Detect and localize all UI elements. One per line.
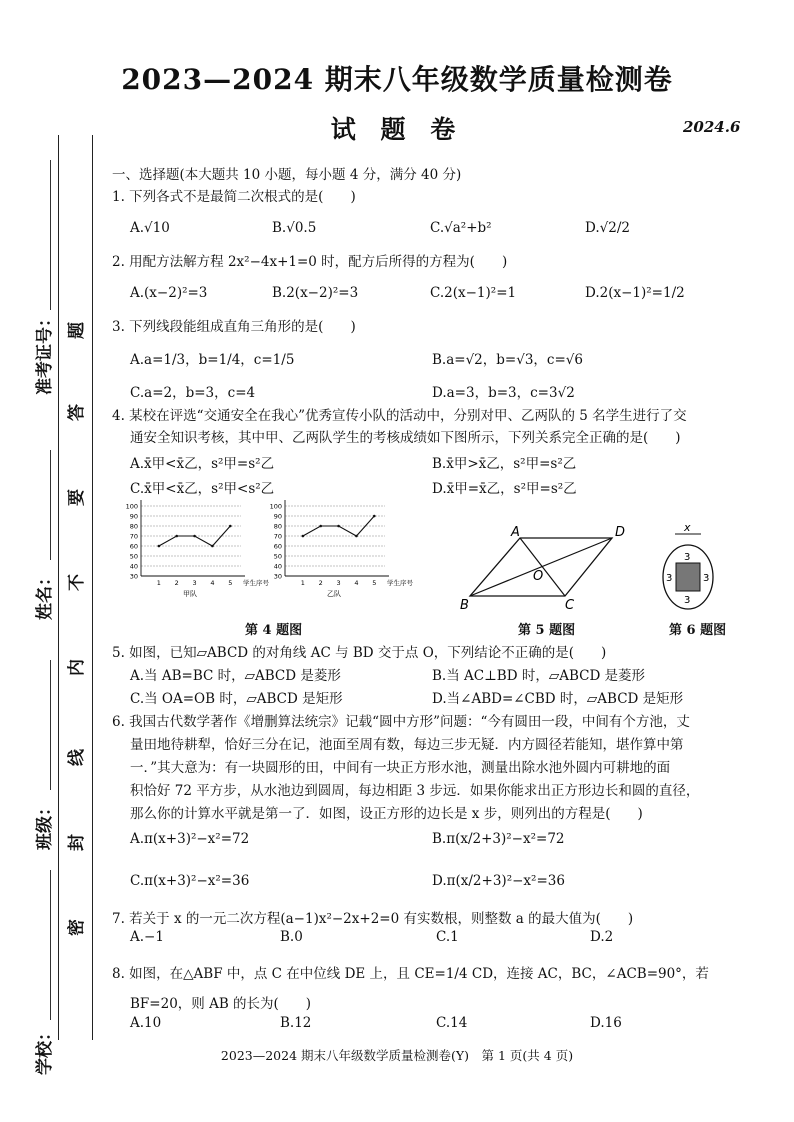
option-a[interactable]: A.x̄甲<x̄乙，s²甲=s²乙 xyxy=(130,456,275,472)
side-label-name: 姓名： xyxy=(35,569,55,620)
y-tick-label: 50 xyxy=(129,552,138,561)
label-o: O xyxy=(533,569,544,584)
y-tick-label: 60 xyxy=(129,542,138,551)
x-axis-label: 学生序号 xyxy=(243,579,269,587)
y-tick-label: 90 xyxy=(273,512,282,521)
data-point xyxy=(319,525,322,528)
y-tick-label: 80 xyxy=(273,522,282,531)
x-tick-label: 1 xyxy=(300,579,305,587)
option-b[interactable]: B.2(x−2)²=3 xyxy=(272,285,359,301)
option-d[interactable]: D.当∠ABD=∠CBD 时，▱ABCD 是矩形 xyxy=(432,691,684,707)
y-tick-label: 30 xyxy=(129,572,138,581)
y-tick-label: 40 xyxy=(129,562,138,571)
option-d[interactable]: D.√2/2 xyxy=(585,220,630,236)
y-tick-label: 70 xyxy=(129,532,138,541)
parallelogram-figure xyxy=(460,525,625,613)
option-b[interactable]: B.π(x/2+3)²−x²=72 xyxy=(432,831,565,847)
option-a[interactable]: A.当 AB=BC 时，▱ABCD 是菱形 xyxy=(130,668,341,684)
x-tick-label: 3 xyxy=(192,579,197,587)
y-tick-label: 80 xyxy=(129,522,138,531)
y-tick-label: 40 xyxy=(273,562,282,571)
data-point xyxy=(175,535,178,538)
option-c[interactable]: C.14 xyxy=(436,1015,468,1031)
y-tick-label: 70 xyxy=(273,532,282,541)
section-heading: 一、选择题(本大题共 10 小题，每小题 4 分，满分 40 分) xyxy=(112,167,462,183)
question-stem: 4. 某校在评选“交通安全在我心”优秀宣传小队的活动中，分别对甲、乙两队的 5 名学生进行了交 xyxy=(112,408,687,424)
question-stem-continued: 量田地待耕犁，恰好三分在记，池面至周有数，每边三步无疑．内方圆径若能知，堪作算中第 xyxy=(130,737,684,753)
option-a[interactable]: A.(x−2)²=3 xyxy=(130,285,208,301)
seal-word: 题 xyxy=(67,322,87,339)
y-tick-label: 90 xyxy=(129,512,138,521)
team-label: 乙队 xyxy=(327,590,341,598)
option-d[interactable]: D.x̄甲=x̄乙，s²甲=s²乙 xyxy=(432,481,577,497)
label-x: x xyxy=(684,521,691,534)
question-stem-continued: BF=20，则 AB 的长为( ) xyxy=(130,996,312,1012)
seal-word: 不 xyxy=(67,574,87,591)
question-stem-continued: 通安全知识考核，其中甲、乙两队学生的考核成绩如下图所示，下列关系完全正确的是( ) xyxy=(130,430,681,446)
option-d[interactable]: D.a=3，b=3，c=3√2 xyxy=(432,385,575,401)
option-a[interactable]: A.−1 xyxy=(130,929,164,945)
data-point xyxy=(158,545,161,548)
question-stem: 8. 如图，在△ABF 中，点 C 在中位线 DE 上，且 CE=1/4 CD，连接 AC，BC，∠ACB=90°，若 xyxy=(112,966,709,982)
option-c[interactable]: C.x̄甲<x̄乙，s²甲<s²乙 xyxy=(130,481,275,497)
side-label-class: 班级： xyxy=(35,799,55,850)
x-tick-label: 4 xyxy=(354,579,359,587)
option-c[interactable]: C.π(x+3)²−x²=36 xyxy=(130,873,250,889)
label-3-top: 3 xyxy=(684,552,691,563)
data-point xyxy=(229,525,232,528)
x-tick-label: 5 xyxy=(228,579,233,587)
page-footer: 2023—2024 期末八年级数学质量检测卷(Y) 第 1 页(共 4 页) xyxy=(220,1048,574,1063)
question-stem-continued: 积恰好 72 平方步，从水池边到圆周，每边相距 3 步远．如果你能求出正方形边长和圆的直径， xyxy=(130,783,700,799)
seal-word: 答 xyxy=(67,404,87,421)
option-a[interactable]: A.√10 xyxy=(130,220,170,236)
blank-school[interactable] xyxy=(50,870,51,1020)
question-stem-continued: 一．”其大意为：有一块圆形的田，中间有一块正方形水池，测量出除水池外圆内可耕地的面 xyxy=(130,760,671,776)
blank-class[interactable] xyxy=(50,660,51,790)
label-a: A xyxy=(511,525,520,540)
circle-square-figure xyxy=(663,521,713,609)
question-stem: 5. 如图，已知▱ABCD 的对角线 AC 与 BD 交于点 O，下列结论不正确的是( ) xyxy=(112,645,607,661)
option-b[interactable]: B.0 xyxy=(280,929,303,945)
question-stem: 2. 用配方法解方程 2x²−4x+1=0 时，配方后所得的方程为( ) xyxy=(112,254,508,270)
data-point xyxy=(302,535,305,538)
team-label: 甲队 xyxy=(183,590,197,598)
y-tick-label: 60 xyxy=(273,542,282,551)
option-b[interactable]: B.当 AC⊥BD 时，▱ABCD 是菱形 xyxy=(432,668,646,684)
chart-team-b xyxy=(270,500,414,598)
label-d: D xyxy=(615,525,626,540)
question-stem: 6. 我国古代数学著作《增删算法统宗》记载“圆中方形”问题：“今有圆田一段，中间有个方池，丈 xyxy=(112,714,690,730)
option-b[interactable]: B.a=√2，b=√3，c=√6 xyxy=(432,352,583,368)
x-tick-label: 4 xyxy=(210,579,215,587)
option-c[interactable]: C.当 OA=OB 时，▱ABCD 是矩形 xyxy=(130,691,343,707)
y-tick-label: 50 xyxy=(273,552,282,561)
question-stem-continued: 那么你的计算水平就是第一了．如图，设正方形的边长是 x 步，则列出的方程是( ) xyxy=(130,806,643,822)
option-b[interactable]: B.12 xyxy=(280,1015,312,1031)
x-tick-label: 3 xyxy=(336,579,341,587)
seal-word: 线 xyxy=(67,749,87,766)
blank-name[interactable] xyxy=(50,450,51,560)
square-pool xyxy=(676,563,700,591)
y-tick-label: 100 xyxy=(269,502,282,511)
page-title: 2023—2024 期末八年级数学质量检测卷 xyxy=(121,63,673,96)
data-point xyxy=(355,535,358,538)
side-label-school: 学校： xyxy=(35,1024,55,1075)
side-label-exam-number: 准考证号： xyxy=(35,310,55,395)
label-c: C xyxy=(565,598,575,613)
option-a[interactable]: A.a=1/3，b=1/4，c=1/5 xyxy=(130,352,295,368)
x-tick-label: 5 xyxy=(372,579,377,587)
label-b: B xyxy=(460,598,469,613)
option-b[interactable]: B.x̄甲>x̄乙，s²甲=s²乙 xyxy=(432,456,577,472)
data-point xyxy=(211,545,214,548)
option-d[interactable]: D.π(x/2+3)²−x²=36 xyxy=(432,873,565,889)
figure-5-caption: 第 5 题图 xyxy=(518,623,576,638)
seal-word: 密 xyxy=(67,919,87,936)
exam-date: 2024.6 xyxy=(683,118,741,136)
y-tick-label: 100 xyxy=(125,502,138,511)
data-point xyxy=(373,515,376,518)
option-a[interactable]: A.10 xyxy=(130,1015,162,1031)
label-3-left: 3 xyxy=(666,573,673,584)
diagonal-bd xyxy=(470,538,612,596)
label-3-right: 3 xyxy=(703,573,710,584)
figure-4-caption: 第 4 题图 xyxy=(245,623,303,638)
figures-row xyxy=(115,500,715,615)
data-point xyxy=(193,535,196,538)
option-b[interactable]: B.√0.5 xyxy=(272,220,317,236)
label-3-bottom: 3 xyxy=(684,595,691,606)
option-c[interactable]: C.2(x−1)²=1 xyxy=(430,285,517,301)
question-stem: 3. 下列线段能组成直角三角形的是( ) xyxy=(112,319,356,335)
option-c[interactable]: C.√a²+b² xyxy=(430,220,492,236)
option-d[interactable]: D.2 xyxy=(590,929,614,945)
blank-exam-number[interactable] xyxy=(50,160,51,310)
seal-word: 内 xyxy=(67,659,87,676)
option-d[interactable]: D.2(x−1)²=1/2 xyxy=(585,285,685,301)
figure-6-caption: 第 6 题图 xyxy=(669,623,727,638)
option-d[interactable]: D.16 xyxy=(590,1015,622,1031)
question-stem: 1. 下列各式不是最简二次根式的是( ) xyxy=(112,189,356,205)
option-c[interactable]: C.a=2，b=3，c=4 xyxy=(130,385,256,401)
binding-line-outer xyxy=(58,135,59,1040)
chart-team-a xyxy=(126,500,270,598)
x-tick-label: 2 xyxy=(174,579,179,587)
x-axis-label: 学生序号 xyxy=(387,579,413,587)
data-point xyxy=(337,525,340,528)
seal-word: 要 xyxy=(67,489,87,506)
option-a[interactable]: A.π(x+3)²−x²=72 xyxy=(130,831,250,847)
page-subtitle: 试 题 卷 xyxy=(330,115,464,144)
option-c[interactable]: C.1 xyxy=(436,929,459,945)
y-tick-label: 30 xyxy=(273,572,282,581)
seal-word: 封 xyxy=(67,834,87,851)
x-tick-label: 2 xyxy=(318,579,323,587)
x-tick-label: 1 xyxy=(156,579,161,587)
binding-line-inner xyxy=(92,135,93,1040)
question-stem: 7. 若关于 x 的一元二次方程(a−1)x²−2x+2=0 有实数根，则整数 a 的最大值为( ) xyxy=(112,911,634,927)
